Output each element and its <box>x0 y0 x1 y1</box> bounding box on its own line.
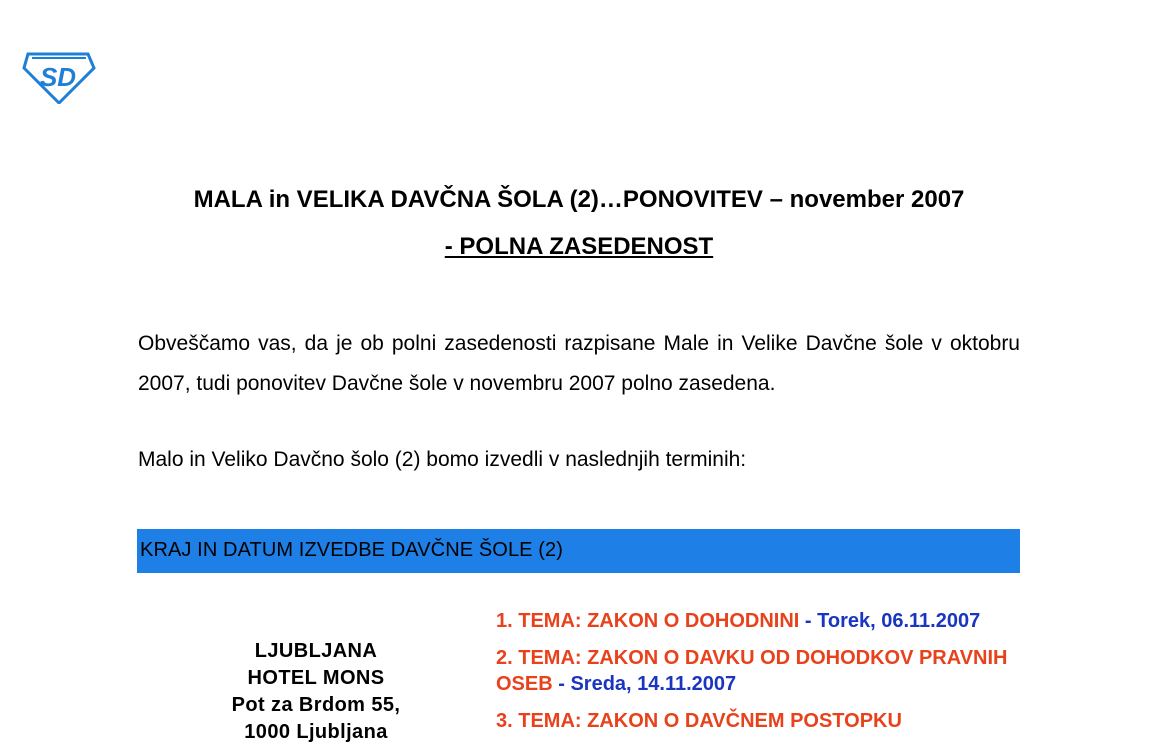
venue-address <box>200 638 432 746</box>
topic-list <box>496 608 1036 745</box>
intro-paragraph: Obveščamo vas, da je ob polni zasedenosti razpisane Male in Velike Davčne šole v oktobru 2007, tudi ponovitev Davčne šole v novembru 2007 polno zasedena. <box>138 332 1020 395</box>
page-subtitle: - POLNA ZASEDENOST <box>444 233 714 260</box>
venue-city: LJUBLJANA <box>254 640 378 662</box>
topic-title: 2. TEMA: ZAKON O DAVKU OD DOHODKOV PRAVNIH OSEB <box>496 647 1008 695</box>
logo-letters: SD <box>39 62 77 92</box>
topic-item <box>496 645 1036 697</box>
venue-postcode: 1000 Ljubljana <box>244 721 388 743</box>
schedule-header-bar <box>137 529 1020 573</box>
sd-logo-icon <box>22 48 96 104</box>
topic-title: 1. TEMA: ZAKON O DOHODNINI <box>496 610 800 632</box>
topic-item <box>496 608 1036 634</box>
schedule-header-label: KRAJ IN DATUM IZVEDBE DAVČNE ŠOLE (2) <box>140 539 564 561</box>
topic-title: 3. TEMA: ZAKON O DAVČNEM POSTOPKU <box>496 710 902 732</box>
schedule-intro: Malo in Veliko Davčno šolo (2) bomo izvedli v naslednjih terminih: <box>138 448 747 471</box>
venue-hotel: HOTEL MONS <box>247 667 385 689</box>
page-title: MALA in VELIKA DAVČNA ŠOLA (2)…PONOVITEV – november 2007 <box>193 186 965 213</box>
venue-street: Pot za Brdom 55, <box>231 694 401 716</box>
topic-item <box>496 708 1036 734</box>
topic-date: - Sreda, 14.11.2007 <box>552 673 737 695</box>
topic-date: - Torek, 06.11.2007 <box>799 610 981 632</box>
